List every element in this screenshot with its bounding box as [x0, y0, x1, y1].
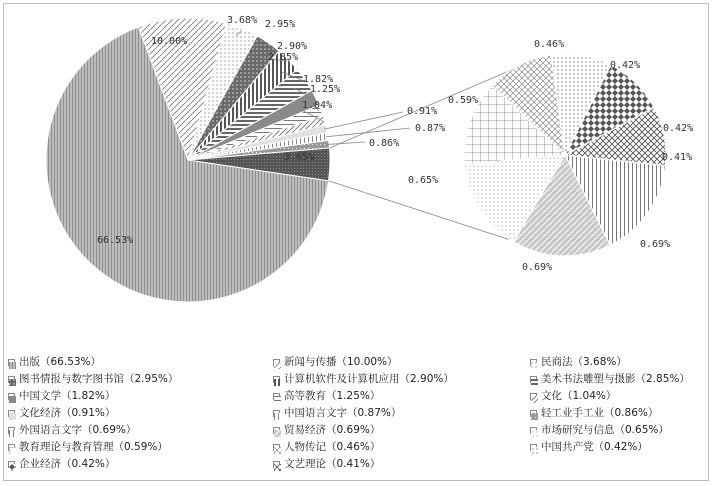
secondary-slice-data-label: 0.65%: [408, 175, 439, 186]
legend-label: 计算机软件及计算机应用（2.90%）: [284, 373, 454, 385]
legend-swatch: [530, 359, 537, 366]
legend-label: 企业经济（0.42%）: [19, 458, 116, 470]
legend-item: [530, 407, 658, 419]
legend-label: 轻工业手工业（0.86%）: [541, 407, 659, 419]
legend-swatch: [273, 444, 280, 451]
leader-line: [325, 112, 403, 129]
legend-swatch: [273, 376, 280, 383]
legend-item: [273, 407, 401, 419]
main-slice-data-label: 3.65%: [284, 152, 315, 163]
main-slice-data-label: 0.91%: [407, 106, 438, 117]
legend-item: [530, 424, 669, 436]
legend-swatch: [8, 444, 15, 451]
legend-label: 教育理论与教育管理（0.59%）: [19, 441, 168, 453]
legend-item: [273, 458, 380, 470]
legend-swatch: [8, 359, 15, 366]
main-slice-data-label: 10.00%: [151, 36, 188, 47]
secondary-slice-data-label: 0.69%: [640, 239, 671, 250]
legend-swatch: [273, 393, 280, 400]
legend-label: 中国语言文字（0.87%）: [284, 407, 402, 419]
legend-swatch: [8, 427, 15, 434]
main-slice-data-label: 2.90%: [277, 41, 308, 52]
legend: [0, 352, 714, 482]
secondary-slice-data-label: 0.59%: [448, 95, 479, 106]
legend-swatch: [530, 376, 537, 383]
legend-swatch: [273, 410, 280, 417]
secondary-slice-data-label: 0.42%: [610, 60, 641, 71]
legend-label: 文化（1.04%）: [541, 390, 617, 402]
legend-label: 中国文学（1.82%）: [19, 390, 116, 402]
secondary-slice-data-label: 0.69%: [522, 262, 553, 273]
legend-item: [273, 390, 380, 402]
legend-item: [273, 424, 380, 436]
legend-label: 文化经济（0.91%）: [19, 407, 116, 419]
legend-swatch: [8, 461, 15, 468]
legend-swatch: [273, 359, 280, 366]
legend-label: 图书情报与数字图书馆（2.95%）: [19, 373, 179, 385]
legend-swatch: [8, 393, 15, 400]
legend-item: [530, 356, 627, 368]
main-slice-data-label: 66.53%: [97, 235, 134, 246]
legend-swatch: [530, 444, 537, 451]
legend-item: [8, 407, 115, 419]
secondary-slice-data-label: 0.41%: [662, 152, 693, 163]
legend-item: [530, 390, 616, 402]
legend-item: [8, 424, 136, 436]
secondary-slice-data-label: 0.42%: [663, 123, 694, 134]
legend-item: [8, 390, 115, 402]
legend-item: [8, 356, 101, 368]
main-slice-data-label: 2.95%: [265, 19, 296, 30]
legend-label: 中国共产党（0.42%）: [541, 441, 648, 453]
main-slice-data-label: 0.86%: [369, 138, 400, 149]
legend-item: [8, 458, 115, 470]
legend-item: [273, 356, 398, 368]
legend-item: [273, 373, 454, 385]
legend-label: 贸易经济（0.69%）: [284, 424, 381, 436]
main-slice-data-label: 1.82%: [303, 74, 334, 85]
legend-item: [273, 441, 380, 453]
legend-label: 市场研究与信息（0.65%）: [541, 424, 669, 436]
main-slice-data-label: 1.25%: [310, 84, 341, 95]
legend-label: 高等教育（1.25%）: [284, 390, 381, 402]
legend-swatch: [8, 376, 15, 383]
main-slice-data-label: 3.68%: [227, 15, 258, 26]
leader-line: [327, 142, 365, 144]
legend-label: 出版（66.53%）: [19, 356, 102, 368]
legend-swatch: [8, 410, 15, 417]
legend-swatch: [530, 393, 537, 400]
legend-label: 新闻与传播（10.00%）: [284, 356, 398, 368]
main-slice-data-label: 1.04%: [302, 100, 333, 111]
leader-line: [326, 128, 410, 137]
main-slice-data-label: 0.87%: [415, 123, 446, 134]
legend-item: [8, 441, 168, 453]
legend-label: 人物传记（0.46%）: [284, 441, 381, 453]
legend-label: 外国语言文字（0.69%）: [19, 424, 137, 436]
legend-label: 民商法（3.68%）: [541, 356, 627, 368]
legend-label: 文艺理论（0.41%）: [284, 458, 381, 470]
legend-item: [8, 373, 178, 385]
legend-swatch: [530, 427, 537, 434]
legend-swatch: [530, 410, 537, 417]
legend-swatch: [273, 427, 280, 434]
legend-label: 美术书法雕塑与摄影（2.85%）: [541, 373, 690, 385]
legend-item: [530, 441, 648, 453]
secondary-slice-data-label: 0.46%: [534, 39, 565, 50]
main-slice-data-label: 2.85%: [268, 52, 299, 63]
legend-swatch: [273, 461, 280, 468]
legend-item: [530, 373, 690, 385]
